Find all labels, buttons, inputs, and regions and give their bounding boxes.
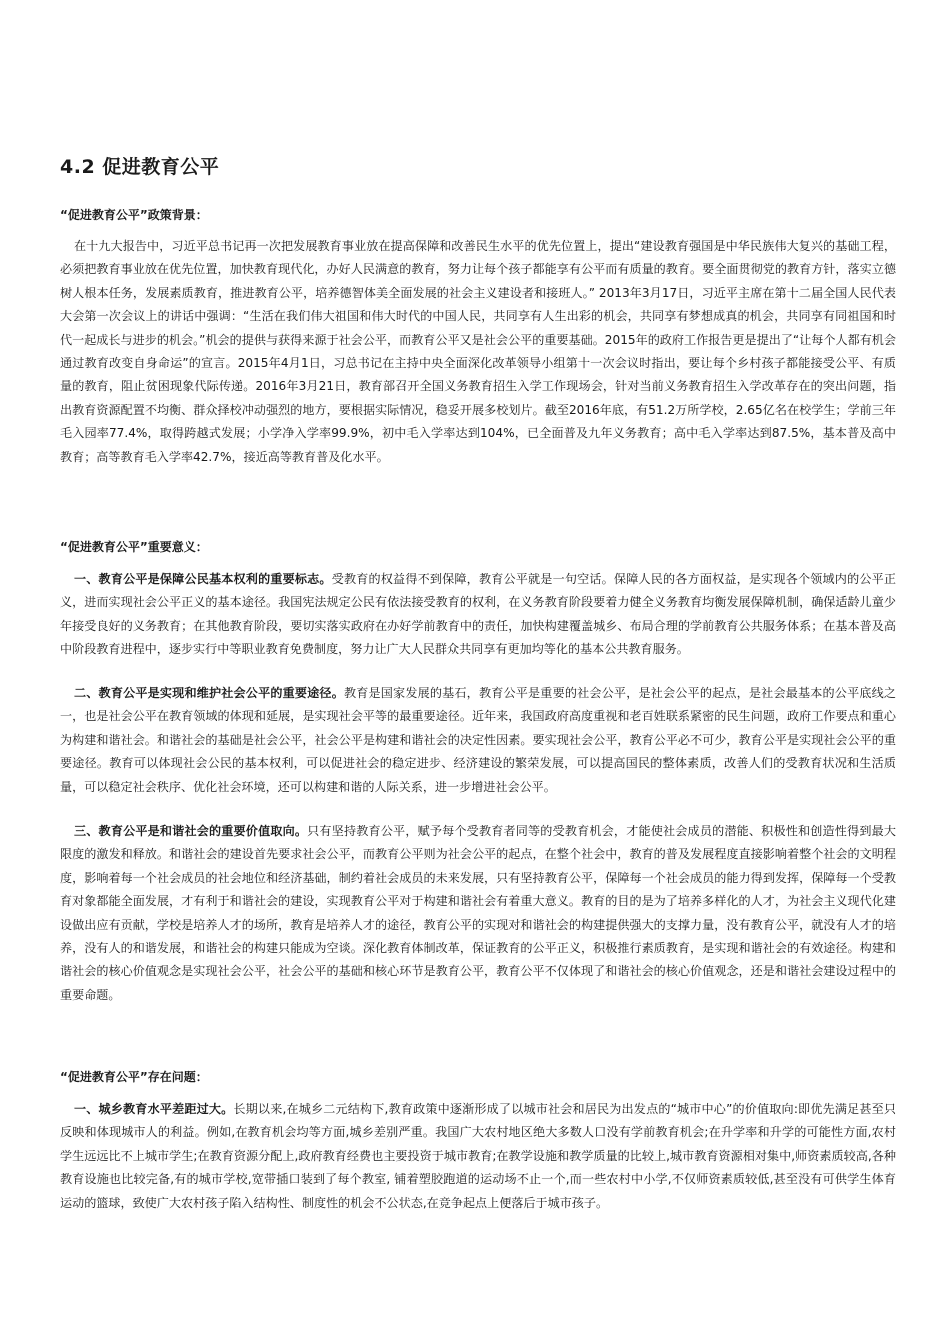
significance-item-2-lead: 二、教育公平是实现和维护社会公平的重要途径。: [74, 686, 344, 700]
significance-item-1: [60, 568, 896, 662]
background-paragraph: 在十九大报告中，习近平总书记再一次把发展教育事业放在提高保障和改善民生水平的优先位置上，提出“建设教育强国是中华民族伟大复兴的基础工程，必须把教育事业放在优先位置，加快教育现代化，办好人民满意的教育，努力让每个孩子都能享有公平而有质量的教育。要全面贯彻党的教育方针，落实立德树人根本任务，发展素质教育，推进教育公平，培养德智体美全面发展的社会主义建设者和接班人。” 2013年3月17日，习近平主席在第十二届全国人民代表大会第一次会议上的讲话中强调：“生活在我们伟大祖国和伟大时代的中国人民，共同享有人生出彩的机会，共同享有梦想成真的机会，共同享有同祖国和时代一起成长与进步的机会。”机会的提供与获得来源于社会公平，而教育公平又是社会公平的重要基础。2015年的政府工作报告更是提出了“让每个人都有机会通过教育改变自身命运”的宣言。2015年4月1日，习总书记在主持中央全面深化改革领导小组第十一次会议时指出，要让每个乡村孩子都能接受公平、有质量的教育，阻止贫困现象代际传递。2016年3月21日，教育部召开全国义务教育招生入学工作现场会，针对当前义务教育招生入学改革存在的突出问题，指出教育资源配置不均衡、群众择校冲动强烈的地方，要根据实际情况，稳妥开展多校划片。截至2016年底，有51.2万所学校，2.65亿名在校学生；学前三年毛入园率77.4%，取得跨越式发展；小学净入学率99.9%，初中毛入学率达到104%，已全面普及九年义务教育；高中毛入学率达到87.5%，基本普及高中教育；高等教育毛入学率42.7%，接近高等教育普及化水平。: [60, 239, 896, 464]
significance-item-3-text: 只有坚持教育公平，赋予每个受教育者同等的受教育机会，才能使社会成员的潜能、积极性和创造性得到最大限度的激发和释放。和谐社会的建设首先要求社会公平，而教育公平则为社会公平的起点，在整个社会中，教育的普及发展程度直接影响着整个社会的文明程度，影响着每一个社会成员的社会地位和经济基础，制约着社会成员的未来发展，只有坚持教育公平，保障每一个社会成员的能力得到发挥，保障每一个受教育对象都能全面发展，才有利于和谐社会的建设，实现教育公平对于构建和谐社会有着重大意义。教育的目的是为了培养多样化的人才，为社会主义现代化建设做出应有贡献，学校是培养人才的场所，教育是培养人才的途径，教育公平的实现对和谐社会的构建提供强大的支撑力量，没有教育公平，就没有人才的培养，没有人的和谐发展，和谐社会的构建只能成为空谈。深化教育体制改革，保证教育的公平正义，积极推行素质教育，是实现和谐社会的有效途径。构建和谐社会的核心价值观念是实现社会公平，社会公平的基础和核心环节是教育公平，教育公平不仅体现了和谐社会的核心价值观念，还是和谐社会建设过程中的重要命题。: [60, 824, 896, 1002]
problems-heading: “促进教育公平”存在问题：: [60, 1070, 208, 1084]
significance-item-1-text: 受教育的权益得不到保障，教育公平就是一句空话。保障人民的各方面权益，是实现各个领域内的公平正义，进而实现社会公平正义的基本途径。我国宪法规定公民有依法接受教育的权利，在义务教育阶段要着力健全义务教育均衡发展保障机制，确保适龄儿童少年接受良好的义务教育；在其他教育阶段，要切实落实政府在办好学前教育中的责任，加快构建覆盖城乡、布局合理的学前教育公共服务体系；在基本普及高中阶段教育进程中，逐步实行中等职业教育免费制度，努力让广大人民群众共同享有更加均等化的基本公共教育服务。: [60, 572, 896, 657]
significance-item-1-lead: 一、教育公平是保障公民基本权利的重要标志。: [74, 572, 332, 586]
problems-item-1: [60, 1098, 896, 1215]
significance-item-2: [60, 682, 896, 799]
background-heading: “促进教育公平”政策背景：: [60, 208, 208, 222]
problems-item-1-text: 长期以来,在城乡二元结构下,教育政策中逐渐形成了以城市社会和居民为出发点的“城市中心”的价值取向:即优先满足甚至只反映和体现城市人的利益。例如,在教育机会均等方面,城乡差别严重。我国广大农村地区绝大多数人口没有学前教育机会;在升学率和升学的可能性方面,农村学生远远比不上城市学生;在教育资源分配上,政府教育经费也主要投资于城市教育;在教学设施和教学质量的比较上,城市教育资源相对集中,师资素质较高,各种教育设施也比较完备,有的城市学校,宽带插口装到了每个教室, 铺着塑胶跑道的运动场不止一个,而一些农村中小学,不仅师资素质较低,甚至没有可供学生体育运动的篮球，致使广大农村孩子陷入结构性、制度性的机会不公状态,在竞争起点上便落后于城市孩子。: [60, 1102, 896, 1210]
significance-item-3: [60, 820, 896, 1007]
significance-heading: “促进教育公平”重要意义：: [60, 540, 208, 554]
significance-item-2-text: 教育是国家发展的基石，教育公平是重要的社会公平，是社会公平的起点，是社会最基本的公平底线之一，也是社会公平在教育领域的体现和延展，是实现社会平等的最重要途径。近年来，我国政府高度重视和老百姓联系紧密的民生问题，政府工作要点和重心为构建和谐社会。和谐社会的基础是社会公平，社会公平是构建和谐社会的决定性因素。要实现社会公平，教育公平必不可少，教育公平是实现社会公平的重要途径。教育可以体现社会公民的基本权利，可以促进社会的稳定进步、经济建设的繁荣发展，可以提高国民的整体素质，改善人们的受教育状况和生活质量，可以稳定社会秩序、优化社会环境，还可以构建和谐的人际关系，进一步增进社会公平。: [60, 686, 896, 794]
significance-item-3-lead: 三、教育公平是和谐社会的重要价值取向。: [74, 824, 308, 838]
section-title: 4.2 促进教育公平: [60, 156, 220, 178]
problems-item-1-lead: 一、城乡教育水平差距过大。: [74, 1102, 234, 1116]
